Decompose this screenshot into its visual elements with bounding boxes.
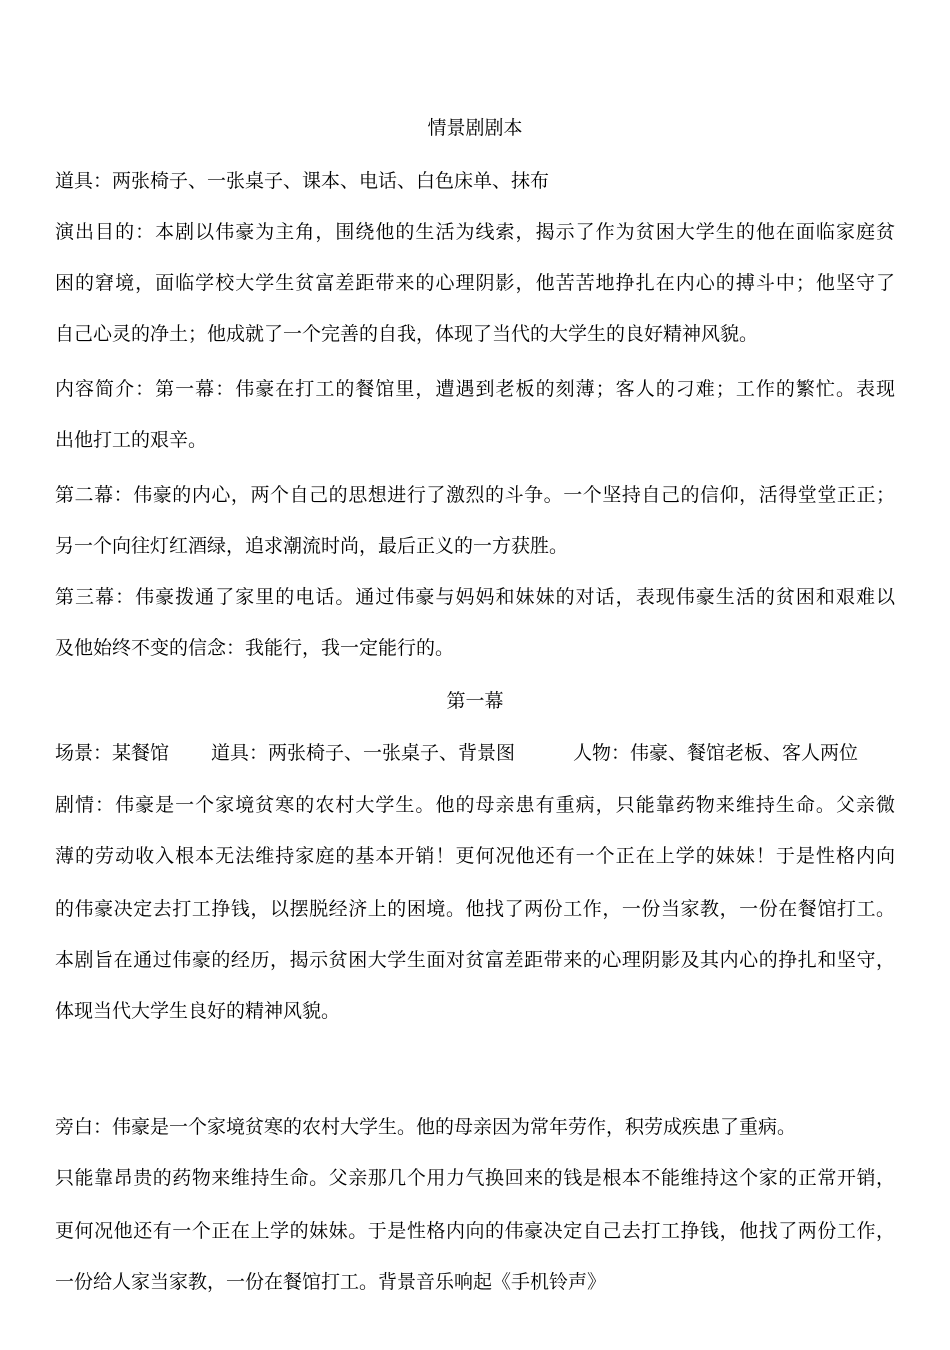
narration-line: 一份给人家当家教，一份在餐馆打工。背景音乐响起《手机铃声》 xyxy=(55,1271,607,1293)
act2-line: 另一个向往灯红酒绿，追求潮流时尚，最后正义的一方获胜。 xyxy=(55,535,569,557)
narration-line: 更何况他还有一个正在上学的妹妹。于是性格内向的伟豪决定自己去打工挣钱，他找了两份工作， xyxy=(55,1220,895,1242)
plot-line: 本剧旨在通过伟豪的经历，揭示贫困大学生面对贫富差距带来的心理阴影及其内心的挣扎和坚守， xyxy=(55,949,895,971)
purpose-line: 困的窘境，面临学校大学生贫富差距带来的心理阴影，他苦苦地挣扎在内心的搏斗中；他坚守了 xyxy=(55,272,895,294)
plot-line: 体现当代大学生良好的精神风貌。 xyxy=(55,1000,341,1022)
scene-place: 场景：某餐馆 xyxy=(55,742,170,764)
act1-heading: 第一幕 xyxy=(446,690,504,712)
narration-line: 只能靠昂贵的药物来维持生命。父亲那几个用力气换回来的钱是根本不能维持这个家的正常开销， xyxy=(55,1167,895,1189)
plot-line: 薄的劳动收入根本无法维持家庭的基本开销！更何况他还有一个正在上学的妹妹！于是性格内向 xyxy=(55,845,895,867)
document-title: 情景剧剧本 xyxy=(427,117,523,139)
summary-line: 内容简介：第一幕：伟豪在打工的餐馆里，遭遇到老板的刻薄；客人的刁难；工作的繁忙。表现 xyxy=(55,378,895,400)
act2-line: 第二幕：伟豪的内心，两个自己的思想进行了激烈的斗争。一个坚持自己的信仰，活得堂堂正正； xyxy=(55,484,895,506)
scene-props: 道具：两张椅子、一张桌子、背景图 xyxy=(211,742,516,764)
props-line: 道具：两张椅子、一张桌子、课本、电话、白色床单、抹布 xyxy=(55,170,550,192)
scene-line xyxy=(55,740,895,766)
act3-line: 及他始终不变的信念：我能行，我一定能行的。 xyxy=(55,637,455,659)
summary-line: 出他打工的艰辛。 xyxy=(55,429,208,451)
scene-characters: 人物：伟豪、餐馆老板、客人两位 xyxy=(573,742,859,764)
narration-line: 旁白：伟豪是一个家境贫寒的农村大学生。他的母亲因为常年劳作，积劳成疾患了重病。 xyxy=(55,1116,797,1138)
plot-line: 的伟豪决定去打工挣钱，以摆脱经济上的困境。他找了两份工作，一份当家教，一份在餐馆打工。 xyxy=(55,898,895,920)
plot-line: 剧情：伟豪是一个家境贫寒的农村大学生。他的母亲患有重病，只能靠药物来维持生命。父亲微 xyxy=(55,794,895,816)
purpose-line: 自己心灵的净土；他成就了一个完善的自我，体现了当代的大学生的良好精神风貌。 xyxy=(55,323,759,345)
purpose-line: 演出目的：本剧以伟豪为主角，围绕他的生活为线索，揭示了作为贫困大学生的他在面临家庭贫 xyxy=(55,221,895,243)
act3-line: 第三幕：伟豪拨通了家里的电话。通过伟豪与妈妈和妹妹的对话，表现伟豪生活的贫困和艰难以 xyxy=(55,586,895,608)
